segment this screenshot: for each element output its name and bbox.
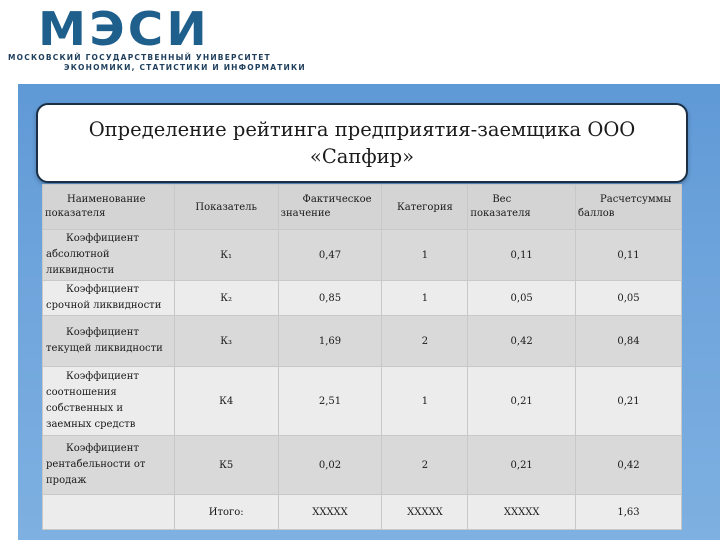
table-row bbox=[43, 367, 682, 436]
row-name: Коэффициент срочной ликвидности bbox=[43, 281, 175, 316]
row-weight: 0,21 bbox=[468, 436, 576, 495]
header-weight: Вес показателя bbox=[468, 185, 576, 230]
row-weight: 0,05 bbox=[468, 281, 576, 316]
slide-title bbox=[82, 116, 642, 170]
row-score: 0,42 bbox=[576, 436, 682, 495]
total-weight: XXXXX bbox=[468, 495, 576, 530]
row-indicator: К5 bbox=[174, 436, 278, 495]
slide-title-box bbox=[36, 103, 688, 183]
row-name: Коэффициент абсолютной ликвидности bbox=[43, 230, 175, 281]
row-category: 1 bbox=[382, 281, 468, 316]
row-weight: 0,11 bbox=[468, 230, 576, 281]
row-category: 1 bbox=[382, 367, 468, 436]
table-row bbox=[43, 281, 682, 316]
row-name: Коэффициент текущей ликвидности bbox=[43, 316, 175, 367]
row-indicator: К₁ bbox=[174, 230, 278, 281]
row-indicator: К4 bbox=[174, 367, 278, 436]
total-score: 1,63 bbox=[576, 495, 682, 530]
slide-title-line2: «Сапфир» bbox=[309, 145, 415, 168]
row-actual: 2,51 bbox=[278, 367, 382, 436]
total-category: XXXXX bbox=[382, 495, 468, 530]
row-actual: 0,02 bbox=[278, 436, 382, 495]
logo-subtitle-line1: МОСКОВСКИЙ ГОСУДАРСТВЕННЫЙ УНИВЕРСИТЕТ bbox=[8, 53, 271, 62]
logo-wordmark: МЭСИ bbox=[38, 2, 210, 56]
left-strip bbox=[0, 84, 18, 540]
row-weight: 0,21 bbox=[468, 367, 576, 436]
header-indicator: Показатель bbox=[174, 185, 278, 230]
logo-subtitle-line2: ЭКОНОМИКИ, СТАТИСТИКИ И ИНФОРМАТИКИ bbox=[64, 63, 306, 72]
row-name: Коэффициент рентабельности от продаж bbox=[43, 436, 175, 495]
row-actual: 0,47 bbox=[278, 230, 382, 281]
table-row bbox=[43, 436, 682, 495]
total-actual: XXXXX bbox=[278, 495, 382, 530]
row-category: 2 bbox=[382, 316, 468, 367]
total-label: Итого: bbox=[174, 495, 278, 530]
header-category: Категория bbox=[382, 185, 468, 230]
row-actual: 0,85 bbox=[278, 281, 382, 316]
total-empty-cell bbox=[43, 495, 175, 530]
row-score: 0,21 bbox=[576, 367, 682, 436]
table-row bbox=[43, 316, 682, 367]
row-category: 1 bbox=[382, 230, 468, 281]
logo-area bbox=[0, 0, 720, 84]
row-score: 0,11 bbox=[576, 230, 682, 281]
table-total-row bbox=[43, 495, 682, 530]
row-score: 0,05 bbox=[576, 281, 682, 316]
header-score: Расчетсуммы баллов bbox=[576, 185, 682, 230]
table-row bbox=[43, 230, 682, 281]
rating-table bbox=[42, 184, 682, 530]
table-header-row bbox=[43, 185, 682, 230]
row-indicator: К₂ bbox=[174, 281, 278, 316]
header-actual: Фактическое значение bbox=[278, 185, 382, 230]
row-category: 2 bbox=[382, 436, 468, 495]
row-actual: 1,69 bbox=[278, 316, 382, 367]
header-name: Наименование показателя bbox=[43, 185, 175, 230]
slide-title-line1: Определение рейтинга предприятия-заемщика ООО bbox=[88, 118, 636, 141]
row-weight: 0,42 bbox=[468, 316, 576, 367]
row-score: 0,84 bbox=[576, 316, 682, 367]
row-name: Коэффициент соотношения собственных и заемных средств bbox=[43, 367, 175, 436]
row-indicator: К₃ bbox=[174, 316, 278, 367]
